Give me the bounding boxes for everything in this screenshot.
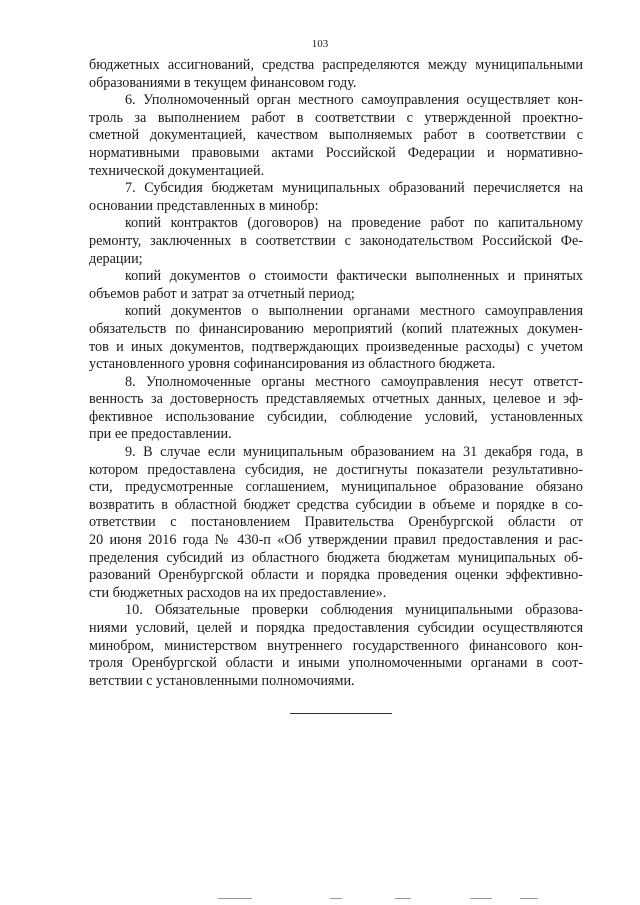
page-number: 103 <box>311 38 329 50</box>
text-line: фективное использование субсидии, соблюдение условий, установленных <box>89 408 583 425</box>
end-divider-line <box>290 713 392 714</box>
text-line: образованиями в текущем финансовом году. <box>89 74 357 91</box>
text-line: котором предоставлена субсидия, не достигнуты показатели результативно- <box>89 461 583 478</box>
text-line: сти бюджетных расходов на их предоставление». <box>89 584 387 601</box>
text-line: троля Оренбургской области и иными уполномоченными органами в соот- <box>89 655 583 672</box>
text-line: 7. Субсидия бюджетам муниципальных образований перечисляется на <box>125 180 583 197</box>
text-line: обязательств по финансированию мероприятий (копий платежных докумен- <box>89 320 583 337</box>
paragraph-continuation <box>89 57 583 92</box>
text-line: бюджетных ассигнований, средства распределяются между муниципальными <box>89 57 583 73</box>
text-line: нормативными правовыми актами Российской Федерации и нормативно- <box>89 144 583 161</box>
list-item-cost-documents <box>89 268 583 303</box>
document-body <box>89 57 583 690</box>
text-line: дерации; <box>89 250 143 267</box>
text-line: ветствии с установленными полномочиями. <box>89 672 355 689</box>
text-line: ответствии с постановлением Правительства Оренбургской области от <box>89 514 583 531</box>
text-line: копий контрактов (договоров) на проведение работ по капитальному <box>125 215 583 232</box>
paragraph-9 <box>89 444 583 602</box>
scan-footer-marks <box>0 898 640 902</box>
list-item-obligations <box>89 303 583 373</box>
list-item-contracts <box>89 215 583 268</box>
paragraph-7 <box>89 180 583 215</box>
text-line: копий документов о стоимости фактически выполненных и принятых <box>125 268 583 285</box>
text-line: 6. Уполномоченный орган местного самоуправления осуществляет кон- <box>125 92 583 109</box>
paragraph-10 <box>89 602 583 690</box>
text-line: 8. Уполномоченные органы местного самоуправления несут ответст- <box>125 373 583 390</box>
text-line: 20 июня 2016 года № 430-п «Об утверждении правил предоставления и рас- <box>89 532 583 549</box>
text-line: установленного уровня софинансирования из областного бюджета. <box>89 356 496 373</box>
text-line: технической документацией. <box>89 162 265 179</box>
text-line: ремонту, заключенных в соответствии с законодательством Российской Фе- <box>89 232 583 249</box>
text-line: венность за достоверность представляемых отчетных данных, целевое и эф- <box>89 391 583 408</box>
text-line: объемов работ и затрат за отчетный период; <box>89 285 355 302</box>
text-line: сметной документацией, качеством выполняемых работ в соответствии с <box>89 127 583 144</box>
paragraph-8 <box>89 374 583 444</box>
text-line: сти, предусмотренные соглашением, муниципальное образование обязано <box>89 479 583 496</box>
text-line: копий документов о выполнении органами местного самоуправления <box>125 303 583 320</box>
text-line: основании представленных в минобр: <box>89 197 319 214</box>
text-line: при ее предоставлении. <box>89 426 232 443</box>
text-line: возвратить в областной бюджет средства субсидии в объеме и порядке в со- <box>89 496 583 513</box>
text-line: троль за выполнением работ в соответствии с утвержденной проектно- <box>89 109 583 126</box>
text-line: минобром, министерством внутреннего государственного финансового кон- <box>89 637 583 654</box>
text-line: ниями условий, целей и порядка предоставления субсидии осуществляются <box>89 620 583 636</box>
paragraph-6 <box>89 92 583 180</box>
text-line: 9. В случае если муниципальным образованием на 31 декабря года, в <box>125 444 583 461</box>
text-line: пределения субсидий из областного бюджета бюджетам муниципальных об- <box>89 549 583 566</box>
text-line: разований Оренбургской области и порядка проведения оценки эффективно- <box>89 567 583 584</box>
text-line: 10. Обязательные проверки соблюдения муниципальными образова- <box>125 602 583 619</box>
text-line: тов и иных документов, подтверждающих произведенные расходы) с учетом <box>89 338 583 355</box>
